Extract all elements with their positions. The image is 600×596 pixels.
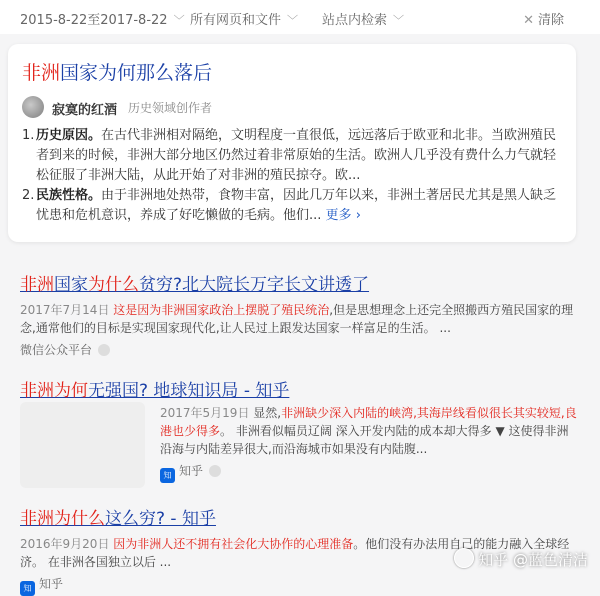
- zhihu-logo-icon: 知: [20, 581, 35, 596]
- result-source[interactable]: 知 知乎: [20, 575, 580, 596]
- answer-card-title[interactable]: 非洲国家为何那么落后: [22, 62, 213, 84]
- result-title-link[interactable]: 非洲为什么这么穷? - 知乎: [20, 509, 216, 529]
- result-title-link[interactable]: 非洲国家为什么贫穷?北大院长万字长文讲透了: [20, 275, 370, 295]
- zhihu-watermark-icon: [454, 548, 474, 568]
- chevron-down-icon: ﹀: [173, 14, 185, 27]
- avatar: [22, 96, 44, 118]
- source-info-icon: [98, 344, 110, 356]
- answer-points: [22, 126, 567, 226]
- zhihu-logo-icon: 知: [160, 468, 175, 483]
- result-title-link[interactable]: 非洲为何无强国? 地球知识局 - 知乎: [20, 381, 290, 401]
- scope-filter[interactable]: 所有网页和文件 ﹀: [190, 13, 299, 28]
- author-tag: 历史领域创作者: [128, 101, 213, 115]
- search-result: [20, 270, 580, 358]
- result-source[interactable]: 知 知乎: [160, 462, 580, 483]
- search-filter-bar: [0, 0, 600, 34]
- source-info-icon: [209, 465, 221, 477]
- date-range-filter[interactable]: 2015-8-22至2017-8-22 ﹀: [20, 13, 185, 28]
- chevron-down-icon: ﹀: [393, 14, 405, 27]
- answer-card: [8, 44, 576, 242]
- chevron-down-icon: ﹀: [287, 14, 299, 27]
- result-source[interactable]: 微信公众平台: [20, 341, 580, 358]
- author-name: 寂寞的红酒: [52, 103, 118, 118]
- answer-point: 1. 历史原因。在古代非洲相对隔绝，文明程度一直很低，远远落后于欧亚和北非。当欧洲殖民者到来的时候，非洲大部分地区仍然过着非常原始的生活。欧洲人几乎没有费什么力气就轻松征服了非洲大陆，从此开始了对非洲的殖民掠夺。欧...: [22, 128, 557, 183]
- more-link[interactable]: 更多 ›: [325, 208, 361, 223]
- site-search-filter[interactable]: 站点内检索 ﹀: [322, 13, 405, 28]
- answer-point: 2. 民族性格。由于非洲地处热带，食物丰富，因此几万年以来，非洲土著居民尤其是黑人缺乏忧患和危机意识，养成了好吃懒做的毛病。他们... 更多 ›: [22, 188, 557, 223]
- close-icon: ✕: [523, 13, 534, 28]
- result-abstract: 2017年7月14日 这是因为非洲国家政治上摆脱了殖民统治,但是思想理念上还完全照搬西方殖民国家的理念,通常他们的目标是实现国家现代化,让人民过上跟发达国家一样富足的生活。 ...: [20, 303, 574, 335]
- result-abstract: 2016年9月20日 因为非洲人还不拥有社会化大协作的心理准备。他们没有办法用自己的能力融入全球经济。 在非洲各国独立以后 ...: [20, 537, 570, 569]
- watermark: 知乎 @蓝色清洁: [454, 548, 588, 570]
- result-body: [160, 398, 580, 483]
- chevron-right-icon: ›: [355, 208, 361, 223]
- result-thumbnail[interactable]: [20, 402, 145, 488]
- search-result: [20, 376, 580, 496]
- clear-filters-button[interactable]: ✕ 清除: [523, 13, 564, 28]
- result-abstract: 2017年5月19日 显然,非洲缺少深入内陆的峡湾,其海岸线看似很长其实较短,良港也少得多。 非洲看似幅员辽阔 深入开发内陆的成本却大得多 ▼ 这使得非洲沿海与内陆差异很大,而沿海城市如果没有内陆腹...: [160, 406, 577, 456]
